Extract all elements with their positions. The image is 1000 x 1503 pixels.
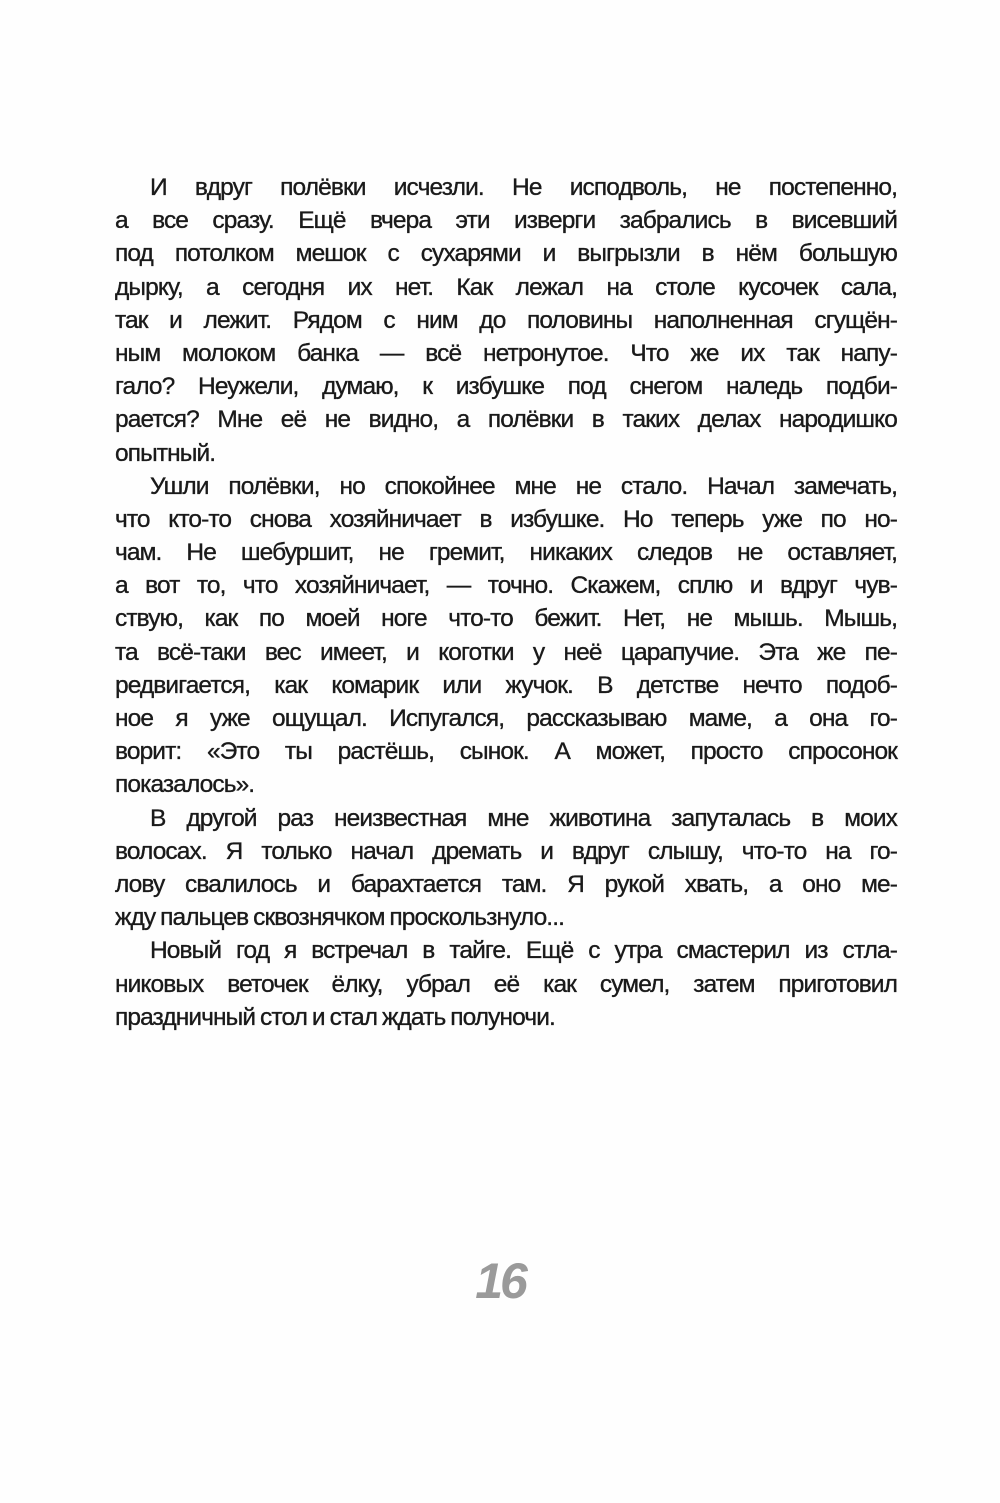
text-line: ствую, как по моей ноге что-то бежит. Нет, не мышь. Мышь, (115, 605, 897, 633)
text-line: лову свалилось и барахтается там. Я рукой хвать, а оно ме- (115, 870, 897, 898)
text-line: дырку, а сегодня их нет. Как лежал на столе кусочек сала, (115, 273, 897, 301)
text-line: чам. Не шебуршит, не гремит, никаких следов не оставляет, (115, 539, 897, 567)
paragraph-1 (115, 171, 897, 470)
text-line: та всё-таки вес имеет, и коготки у неё царапучие. Эта же пе- (115, 638, 897, 666)
text-line: Ушли полёвки, но спокойнее мне не стало. Начал замечать, (150, 472, 897, 500)
text-line: рается? Мне её не видно, а полёвки в таких делах народишко (115, 406, 897, 434)
text-line: Новый год я встречал в тайге. Ещё с утра смастерил из стла- (150, 937, 897, 965)
body-text (115, 171, 897, 1034)
text-line: волосах. Я только начал дремать и вдруг слышу, что-то на го- (115, 837, 897, 865)
page-number: 16 (475, 1253, 525, 1309)
text-line: жду пальцев сквознячком проскользнуло... (115, 904, 565, 932)
text-line: показалось». (115, 771, 255, 799)
text-line: редвигается, как комарик или жучок. В детстве нечто подоб- (115, 671, 897, 699)
text-line: так и лежит. Рядом с ним до половины наполненная сгущён- (115, 306, 897, 334)
text-line: гало? Неужели, думаю, к избушке под снегом наледь подби- (115, 373, 897, 401)
text-line: ное я уже ощущал. Испугался, рассказываю маме, а она го- (115, 705, 897, 732)
text-line: ным молоком банка — всё нетронутое. Что же их так напу- (115, 339, 897, 367)
paragraph-3 (115, 802, 897, 935)
paragraph-2 (115, 470, 897, 802)
text-line: И вдруг полёвки исчезли. Не исподволь, не постепенно, (150, 174, 897, 201)
text-line: под потолком мешок с сухарями и выгрызли в нём большую (115, 240, 897, 268)
text-line: а все сразу. Ещё вчера эти изверги забрались в висевший (115, 207, 897, 235)
text-line: а вот то, что хозяйничает, — точно. Скажем, сплю и вдруг чув- (115, 572, 897, 600)
text-line: ворит: «Это ты растёшь, сынок. А может, просто спросонок (115, 738, 897, 766)
text-line: что кто-то снова хозяйничает в избушке. Но теперь уже по но- (115, 505, 897, 533)
text-line: В другой раз неизвестная мне животина запуталась в моих (150, 804, 897, 832)
text-line: опытный. (115, 439, 216, 467)
text-line: никовых веточек ёлку, убрал её как сумел, затем приготовил (115, 970, 897, 998)
paragraph-4 (115, 934, 897, 1034)
text-line: праздничный стол и стал ждать полуночи. (115, 1003, 555, 1031)
